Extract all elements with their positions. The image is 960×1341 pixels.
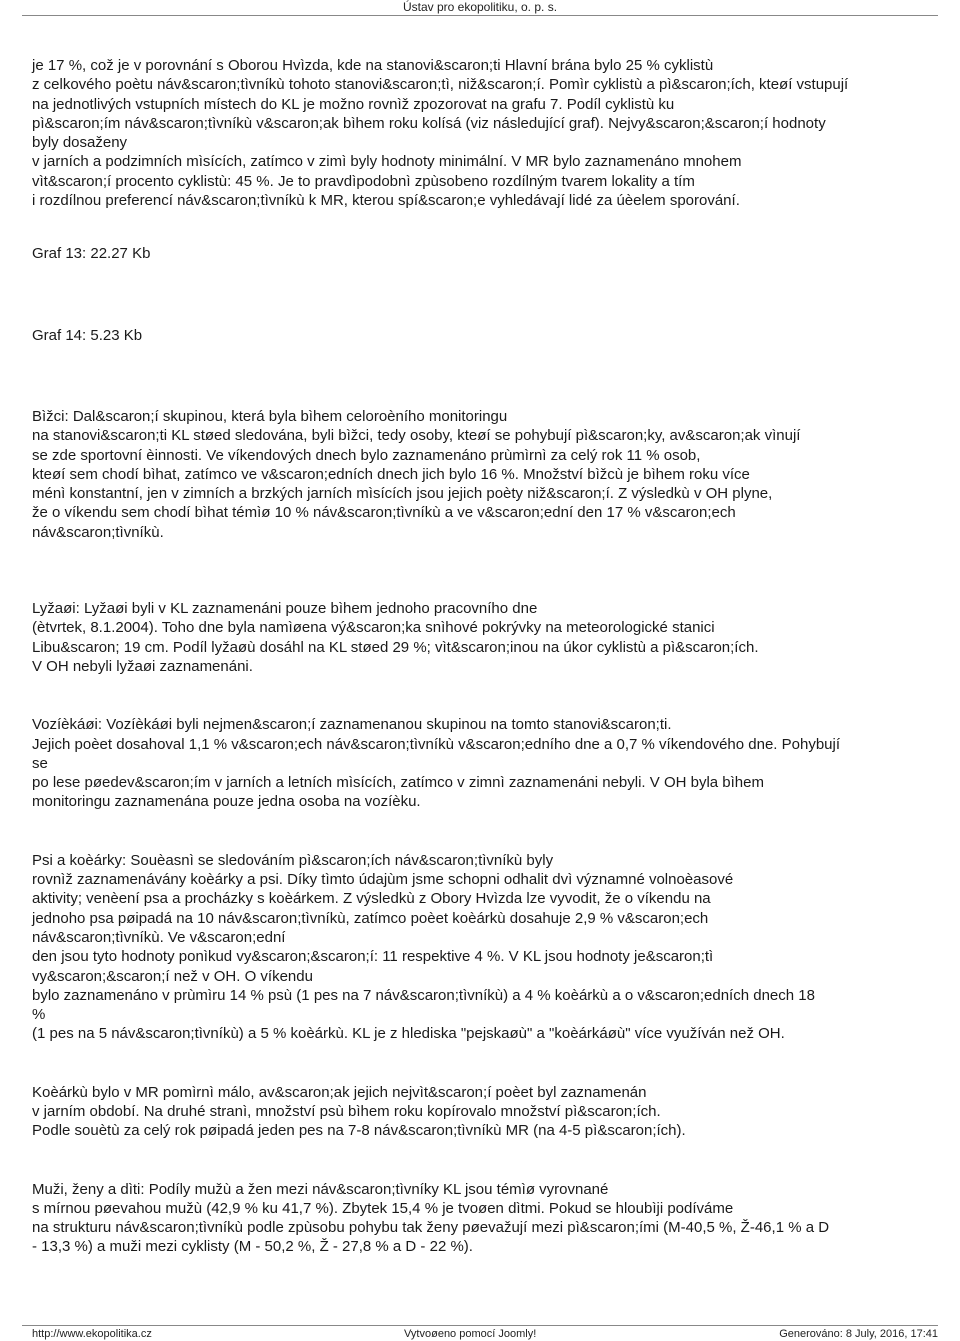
paragraph-runners <box>32 407 938 542</box>
text-line: je 17 %, což je v porovnání s Oborou Hvìzda, kde na stanovi&scaron;ti Hlavní brána bylo 25 % cyklistù <box>32 57 714 74</box>
text-line: V OH nebyli lyžaøi zaznamenáni. <box>32 657 253 675</box>
text-line: v jarních a podzimních mìsících, zatímco v zimì byly hodnoty minimální. V MR bylo zaznamenáno mnohem <box>32 153 742 171</box>
text-line: v jarním období. Na druhé stranì, množství psù bìhem roku kopírovalo množství pì&scaron;ích. <box>32 1102 661 1120</box>
text-line: vy&scaron;&scaron;í než v OH. O víkendu <box>32 967 313 985</box>
article-body <box>32 56 938 1257</box>
text-line: (1 pes na 5 náv&scaron;tìvníkù) a 5 % koèárkù. KL je z hlediska "pejskaøù" a "koèárkáøù" více využíván než OH. <box>32 1025 785 1043</box>
footer-credit: Vytvoøeno pomocí Joomly! <box>404 1328 537 1340</box>
paragraph-prams-mr <box>32 1083 938 1141</box>
text-line: Koèárkù bylo v MR pomìrnì málo, av&scaron;ak jejich nejvìt&scaron;í poèet byl zaznamenán <box>32 1083 647 1101</box>
header-divider <box>22 15 938 16</box>
text-line: bylo zaznamenáno v prùmìru 14 % psù (1 pes na 7 náv&scaron;tìvníkù) a 4 % koèárkù a o v&scaron;edních dnech 18 <box>32 986 815 1004</box>
text-line: den jsou tyto hodnoty ponìkud vy&scaron;&scaron;í: 11 respektive 4 %. V KL jsou hodnoty je&scaron;tì <box>32 948 714 966</box>
text-line: % <box>32 1006 46 1024</box>
text-line: na jednotlivých vstupních místech do KL je možno rovnìž zpozorovat na grafu 7. Podíl cyklistù ku <box>32 95 675 113</box>
text-line: i rozdílnou preferencí náv&scaron;tìvníkù k MR, kterou spí&scaron;e vyhledávají lidé za úèelem sporování. <box>32 192 740 210</box>
text-line: Libu&scaron; 19 cm. Podíl lyžaøù dosáhl na KL støed 29 %; vìt&scaron;inou na úkor cyklistù a pì&scaron;ích. <box>32 638 759 656</box>
text-line: Jejich poèet dosahoval 1,1 % v&scaron;ech náv&scaron;tìvníkù v&scaron;edního dne a 0,7 % víkendového dne. Pohybují <box>32 735 841 753</box>
page-header <box>0 0 960 22</box>
text-line: kteøí sem chodí bìhat, zatímco ve v&scaron;edních dnech jich bylo 16 %. Množství bìžcù je bìhem roku více <box>32 465 750 483</box>
paragraph-wheelchair-users <box>32 715 938 811</box>
text-line: - 13,3 %) a muži mezi cyklisty (M - 50,2 %, Ž - 27,8 % a D - 22 %). <box>32 1238 473 1256</box>
text-line: Podle souètù za celý rok pøipadá jeden pes na 7-8 náv&scaron;tìvníkù MR (na 4-5 pì&scaron;ích). <box>32 1122 686 1140</box>
text-line: Vozíèkáøi: Vozíèkáøi byli nejmen&scaron;í zaznamenanou skupinou na tomto stanovi&scaron;ti. <box>32 716 672 734</box>
text-line: Bìžci: Dal&scaron;í skupinou, která byla bìhem celoroèního monitoringu <box>32 407 508 425</box>
text-line: že o víkendu sem chodí bìhat témìø 10 % náv&scaron;tìvníkù a ve v&scaron;ední den 17 % v&scaron;ech <box>32 504 736 522</box>
text-line: pì&scaron;ím náv&scaron;tìvníkù v&scaron;ak bìhem roku kolísá (viz následující graf). Nejvy&scaron;&scaron;í hodnoty <box>32 114 826 132</box>
text-line: na strukturu náv&scaron;tìvníkù podle zpùsobu pohybu tak ženy pøevažují mezi pì&scaron;ími (M-40,5 %, Ž-46,1 % a D <box>32 1219 830 1237</box>
paragraph-skiers <box>32 599 938 676</box>
text-line: ménì konstantní, jen v zimních a brzkých jarních mìsících jsou jejich poèty niž&scaron;í. Z výsledkù v OH plyne, <box>32 485 773 503</box>
paragraph-men-women-children <box>32 1180 938 1257</box>
text-line: Psi a koèárky: Souèasnì se sledováním pì&scaron;ích náv&scaron;tìvníkù byly <box>32 851 554 869</box>
text-line: (ètvrtek, 8.1.2004). Toho dne byla namìøena vý&scaron;ka snìhové pokrývky na meteorologické stanici <box>32 619 715 637</box>
text-line: náv&scaron;tìvníkù. Ve v&scaron;ední <box>32 928 286 946</box>
text-line: byly dosaženy <box>32 134 128 152</box>
text-line: s mírnou pøevahou mužù (42,9 % ku 41,7 %). Zbytek 15,4 % je tvoøen dìtmi. Pokud se hloubìji podíváme <box>32 1199 734 1217</box>
text-line: z celkového poètu náv&scaron;tìvníkù tohoto stanovi&scaron;tì, niž&scaron;í. Pomìr cyklistù a pì&scaron;ích, kteøí vstupují <box>32 76 849 94</box>
text-line: rovnìž zaznamenávány koèárky a psi. Díky tìmto údajùm jsme schopni odhalit dvì významné volnoèasové <box>32 871 734 889</box>
text-line: aktivity; venèení psa a procházky s koèárkem. Z výsledkù z Obory Hvìzda lze vyvodit, že o víkendu na <box>32 890 711 908</box>
text-line: monitoringu zaznamenána pouze jedna osoba na vozíèku. <box>32 793 421 811</box>
text-line: Muži, ženy a dìti: Podíly mužù a žen mezi náv&scaron;tìvníky KL jsou témìø vyrovnané <box>32 1180 609 1198</box>
header-title: Ústav pro ekopolitiku, o. p. s. <box>402 0 558 14</box>
paragraph-dogs-and-prams <box>32 851 938 1044</box>
text-line: Lyžaøi: Lyžaøi byli v KL zaznamenáni pouze bìhem jednoho pracovního dne <box>32 600 538 618</box>
text-line: náv&scaron;tìvníkù. <box>32 523 164 541</box>
text-line: na stanovi&scaron;ti KL støed sledována, byli bìžci, tedy osoby, kteøí se pohybují pì&scaron;ky, av&scaron;ak vìnují <box>32 427 801 445</box>
graph-13-reference: Graf 13: 22.27 Kb <box>32 245 151 263</box>
text-line: se zde sportovní èinnosti. Ve víkendových dnech bylo zaznamenáno prùmìrnì za celý rok 11 % osob, <box>32 446 701 464</box>
footer-generated-date: Generováno: 8 July, 2016, 17:41 <box>779 1328 938 1340</box>
text-line: vìt&scaron;í procento cyklistù: 45 %. Je to pravdìpodobnì zpùsobeno rozdílným tvarem lokality a tím <box>32 172 695 190</box>
graph-14-reference: Graf 14: 5.23 Kb <box>32 326 143 344</box>
footer-site-link[interactable]: http://www.ekopolitika.cz <box>32 1328 152 1340</box>
paragraph-cyclists <box>32 56 938 210</box>
footer-divider <box>22 1325 938 1326</box>
text-line: jednoho psa pøipadá na 10 náv&scaron;tìvníkù, zatímco poèet koèárkù dosahuje 2,9 % v&scaron;ech <box>32 909 709 927</box>
text-line: se <box>32 754 48 772</box>
page-footer <box>32 1327 938 1341</box>
text-line: po lese pøedev&scaron;ím v jarních a letních mìsících, zatímco v zimnì zaznamenáni nebyli. V OH byla bìhem <box>32 774 764 792</box>
